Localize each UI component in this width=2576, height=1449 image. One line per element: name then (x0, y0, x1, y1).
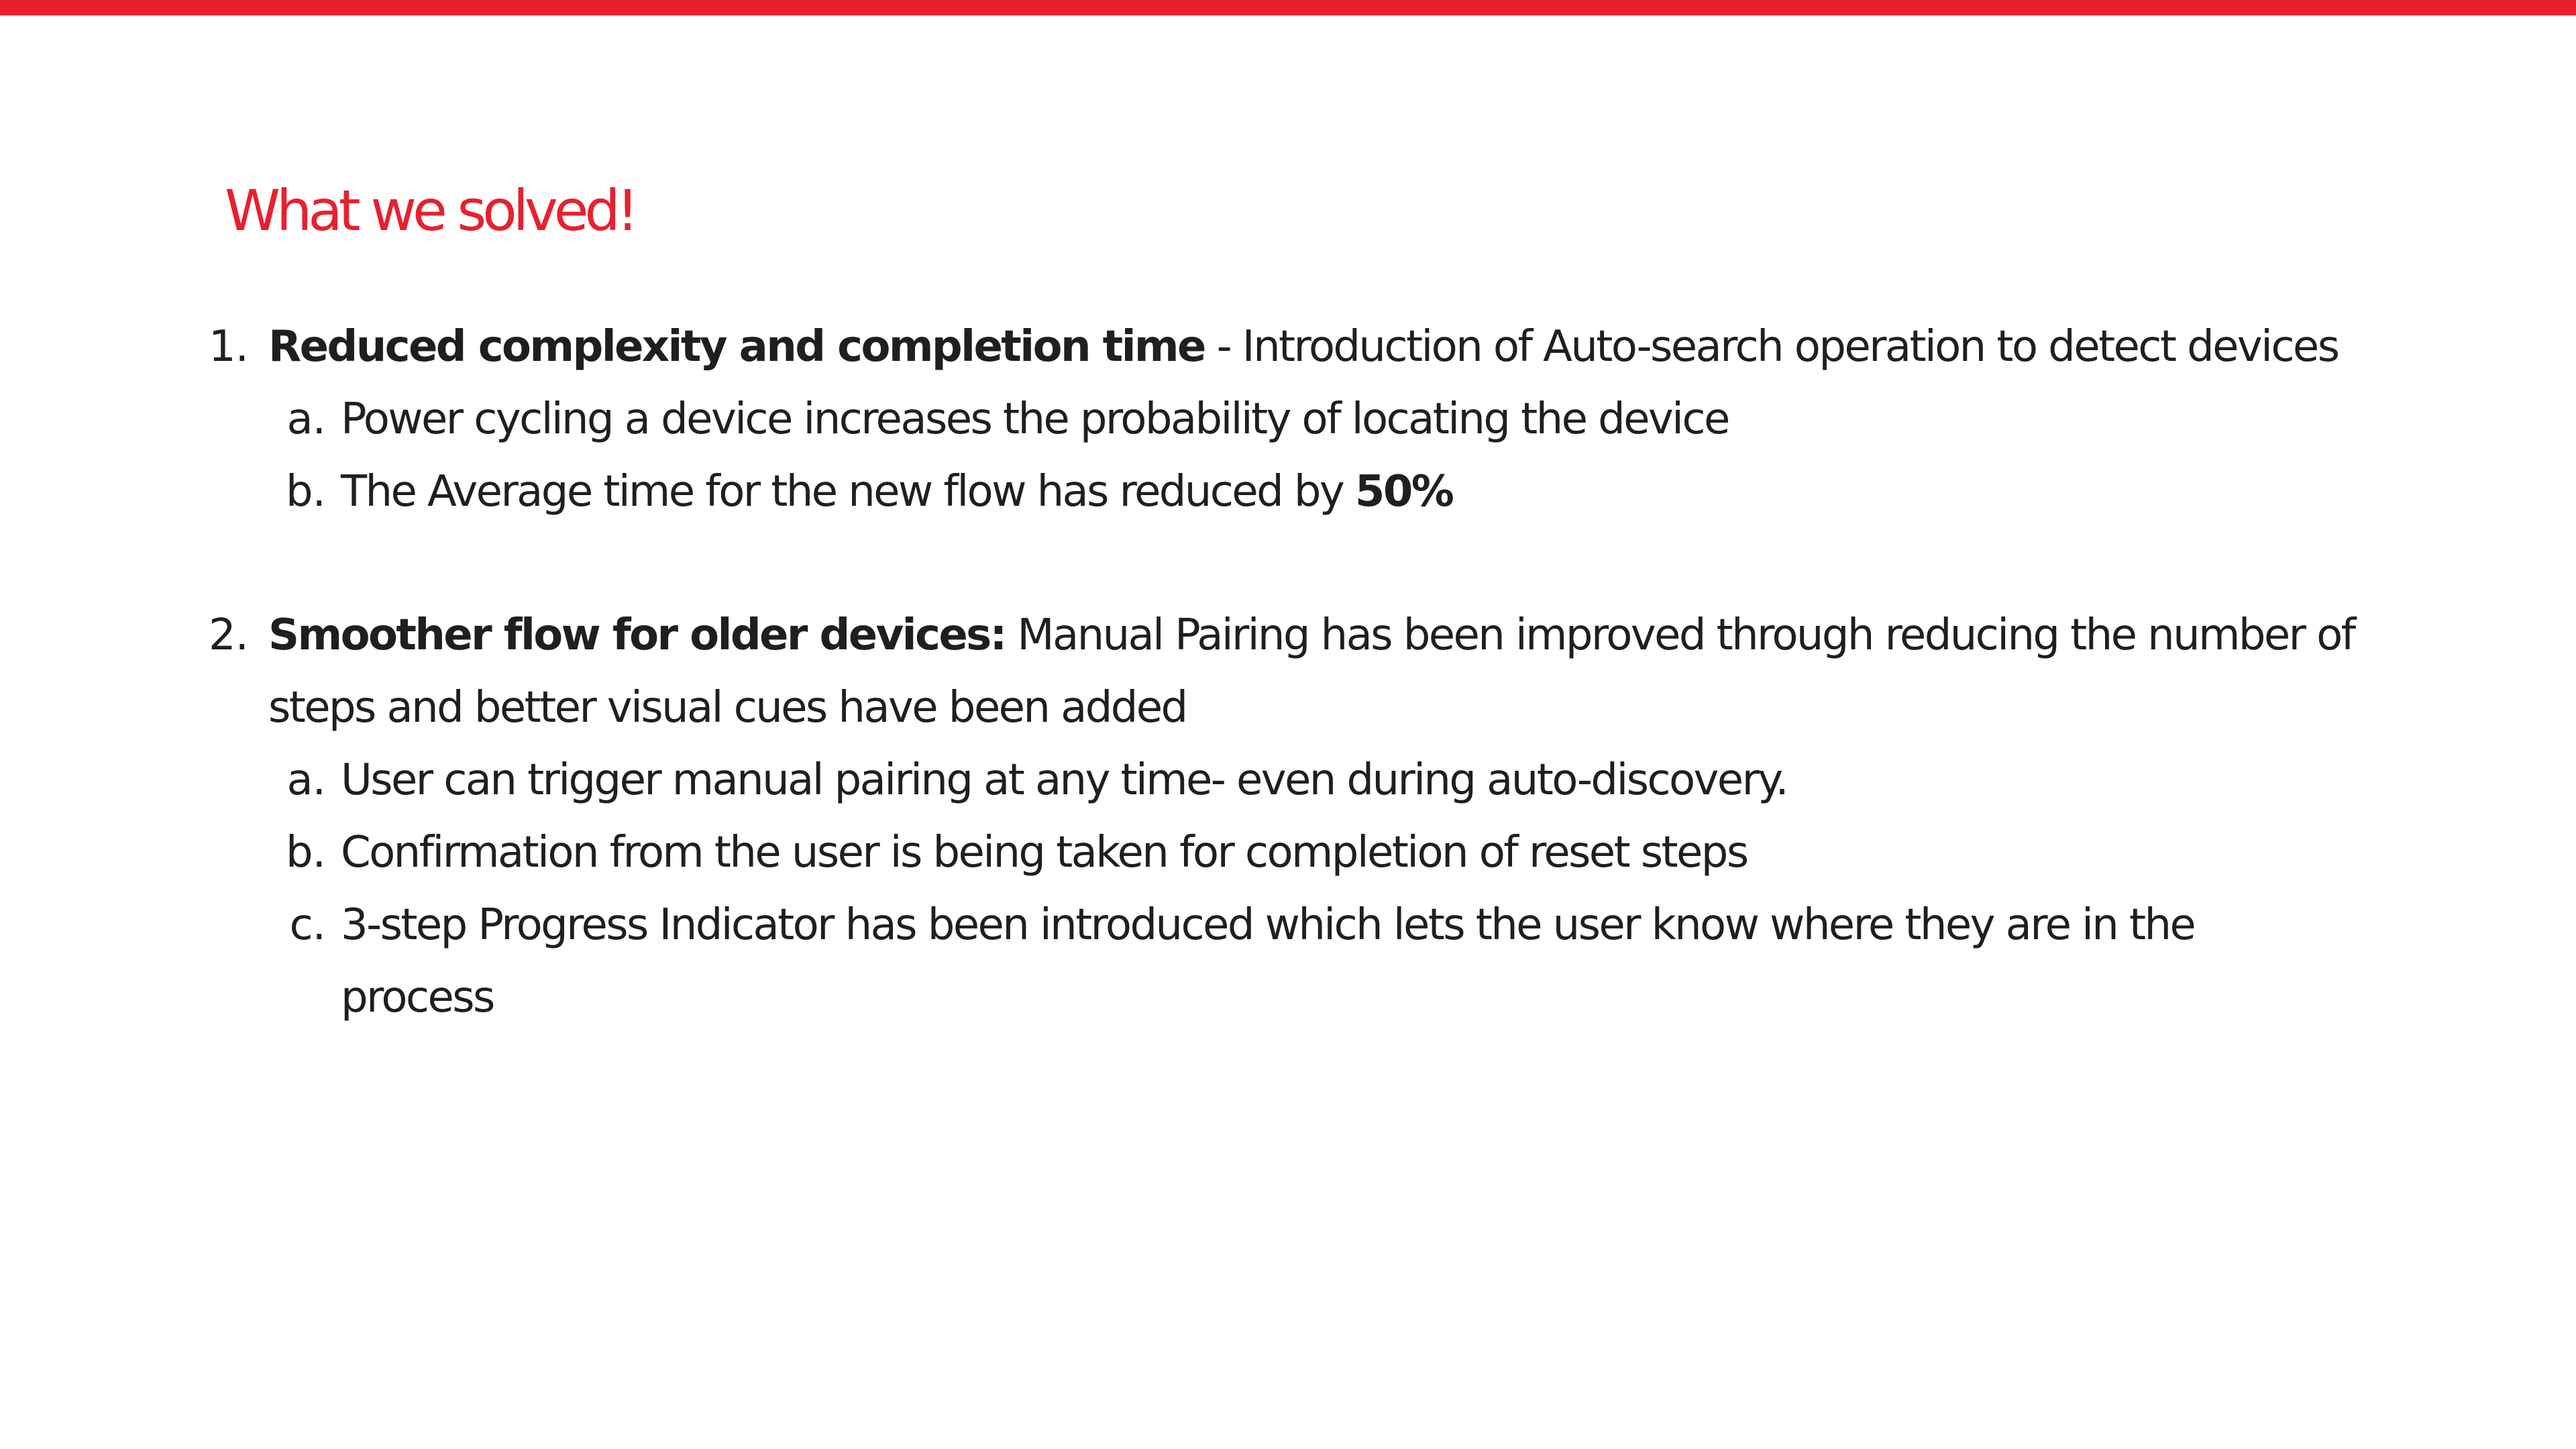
list-item-2-continuation: steps and better visual cues have been added (268, 683, 1187, 733)
sub-item-1b-text: The Average time for the new flow has reduced by (341, 467, 1355, 517)
list-item-1-marker: 1. (208, 322, 248, 372)
sub-item-2b: Confirmation from the user is being taken for completion of reset steps (341, 828, 1748, 877)
sub-item-2a-marker: a. (286, 755, 325, 805)
list-item-2-heading: Smoother flow for older devices: (268, 610, 1006, 660)
list-item-1-text: - Introduction of Auto-search operation to detect devices (1204, 322, 2339, 372)
list-item-2-marker: 2. (208, 610, 248, 660)
sub-item-2c-marker: c. (289, 900, 325, 950)
list-item-1-heading: Reduced complexity and completion time (268, 322, 1205, 372)
sub-item-1b-emphasis: 50% (1354, 467, 1453, 517)
slide-title: What we solved! (225, 178, 635, 244)
list-item-1 (268, 311, 2338, 383)
sub-item-1b-marker: b. (286, 467, 325, 517)
sub-item-2c-continuation: process (341, 973, 494, 1022)
sub-item-1b (341, 455, 1452, 528)
sub-item-1a-marker: a. (286, 394, 325, 444)
sub-item-1a: Power cycling a device increases the probability of locating the device (341, 394, 1729, 444)
sub-item-2a: User can trigger manual pairing at any time- even during auto-discovery. (341, 755, 1788, 805)
sub-item-2c: 3-step Progress Indicator has been introduced which lets the user know where they are in the (341, 900, 2195, 950)
list-item-2-text: Manual Pairing has been improved through reducing the number of (1005, 610, 2355, 660)
list-item-2 (268, 599, 2355, 672)
sub-item-2b-marker: b. (286, 828, 325, 877)
